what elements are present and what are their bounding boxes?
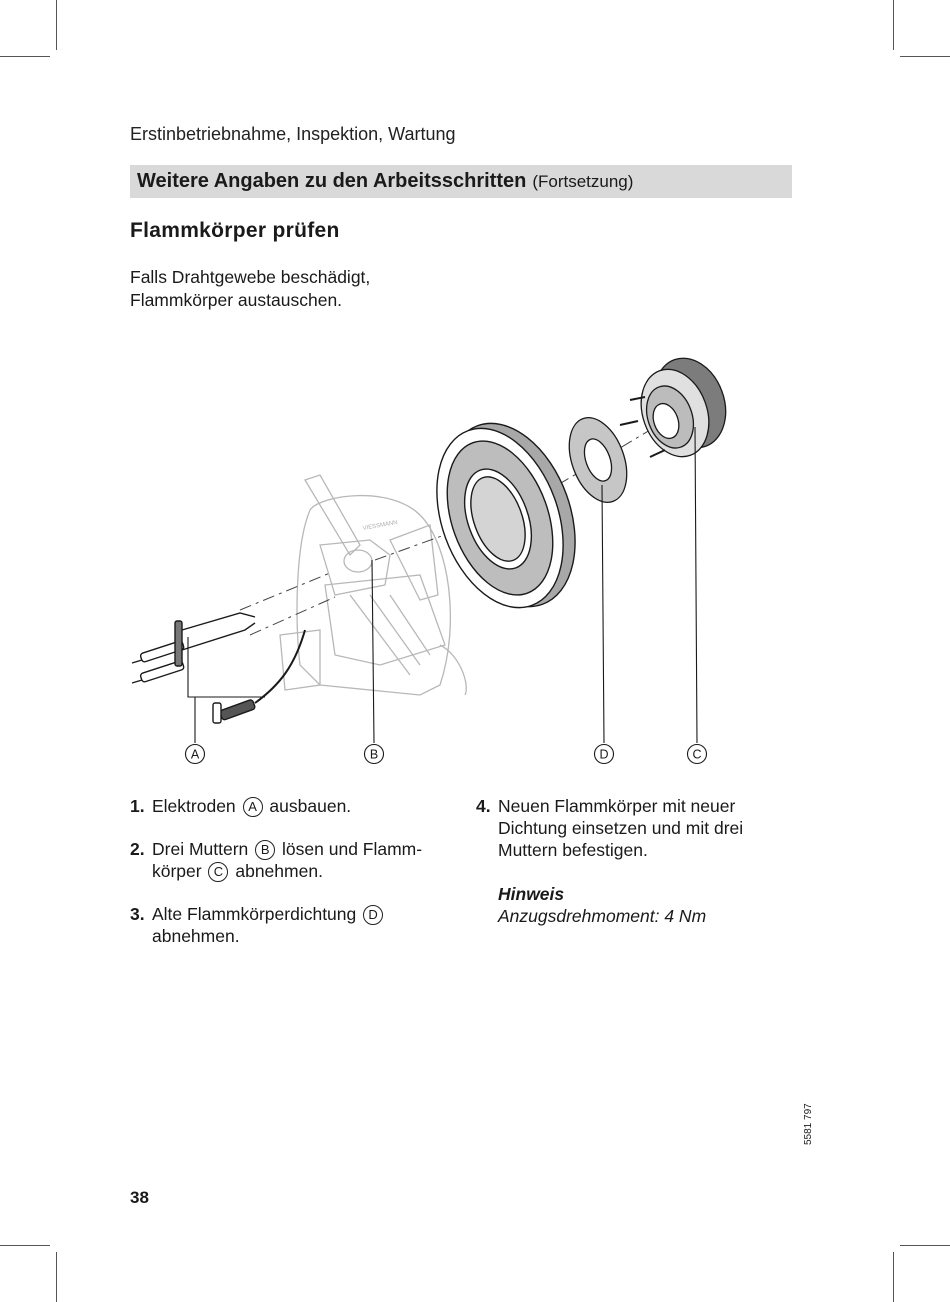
steps-right-column (476, 795, 796, 927)
section-continuation: (Fortsetzung) (532, 171, 634, 191)
step-text: Dichtung einsetzen und mit drei (498, 818, 744, 838)
callout-b (365, 745, 384, 764)
crop-mark (893, 0, 894, 50)
section-title-bar (130, 165, 792, 198)
step-callout: B (255, 840, 275, 860)
step-3 (130, 903, 450, 947)
chapter-header: Erstinbetriebnahme, Inspektion, Wartung (130, 124, 456, 144)
page-number: 38 (130, 1188, 149, 1207)
step-text: lösen und Flamm- (282, 839, 423, 859)
step-text: Drei Muttern (152, 839, 249, 859)
intro-text (130, 266, 370, 312)
callout-d-label: D (599, 747, 609, 762)
callout-a-label: A (190, 747, 200, 762)
intro-line: Flammkörper austauschen. (130, 290, 343, 310)
flame-body (620, 348, 738, 466)
step-number: 1. (130, 796, 145, 816)
step-callout: C (208, 862, 228, 882)
step-2 (130, 838, 450, 882)
callout-d (595, 745, 614, 764)
step-text: Muttern befestigen. (498, 840, 648, 860)
crop-mark (893, 1252, 894, 1302)
crop-mark (900, 1245, 950, 1246)
step-text: körper (152, 861, 202, 881)
step-number: 3. (130, 904, 145, 924)
callout-b-label: B (369, 747, 379, 762)
ignition-electrodes (132, 613, 305, 723)
crop-mark (0, 1245, 50, 1246)
step-1 (130, 795, 450, 817)
step-text: abnehmen. (152, 926, 240, 946)
note (476, 883, 796, 927)
page-title: Flammkörper prüfen (130, 219, 340, 242)
flame-body-exploded-diagram (120, 345, 760, 775)
step-4 (476, 795, 796, 861)
step-number: 2. (130, 839, 145, 859)
callout-a (186, 745, 205, 764)
step-callout: D (363, 905, 383, 925)
flame-body-gasket (559, 410, 638, 510)
document-number: 5581 797 (803, 1103, 814, 1145)
step-text: Elektroden (152, 796, 236, 816)
step-text: ausbauen. (269, 796, 352, 816)
steps-left-column (130, 795, 450, 968)
note-title: Hinweis (498, 884, 565, 904)
housing-logo: VIESSMANN (362, 519, 399, 532)
step-text: Neuen Flammkörper mit neuer (498, 796, 736, 816)
callout-c (688, 745, 707, 764)
crop-mark (900, 56, 950, 57)
crop-mark (56, 0, 57, 50)
callout-c-label: C (692, 747, 702, 762)
section-title: Weitere Angaben zu den Arbeitsschritten (137, 170, 527, 192)
intro-line: Falls Drahtgewebe beschädigt, (130, 267, 371, 287)
step-callout: A (243, 797, 263, 817)
crop-mark (56, 1252, 57, 1302)
note-text: Anzugsdrehmoment: 4 Nm (498, 906, 707, 926)
crop-mark (0, 56, 50, 57)
step-text: Alte Flammkörperdichtung (152, 904, 357, 924)
step-text: abnehmen. (235, 861, 323, 881)
step-number: 4. (476, 796, 491, 816)
